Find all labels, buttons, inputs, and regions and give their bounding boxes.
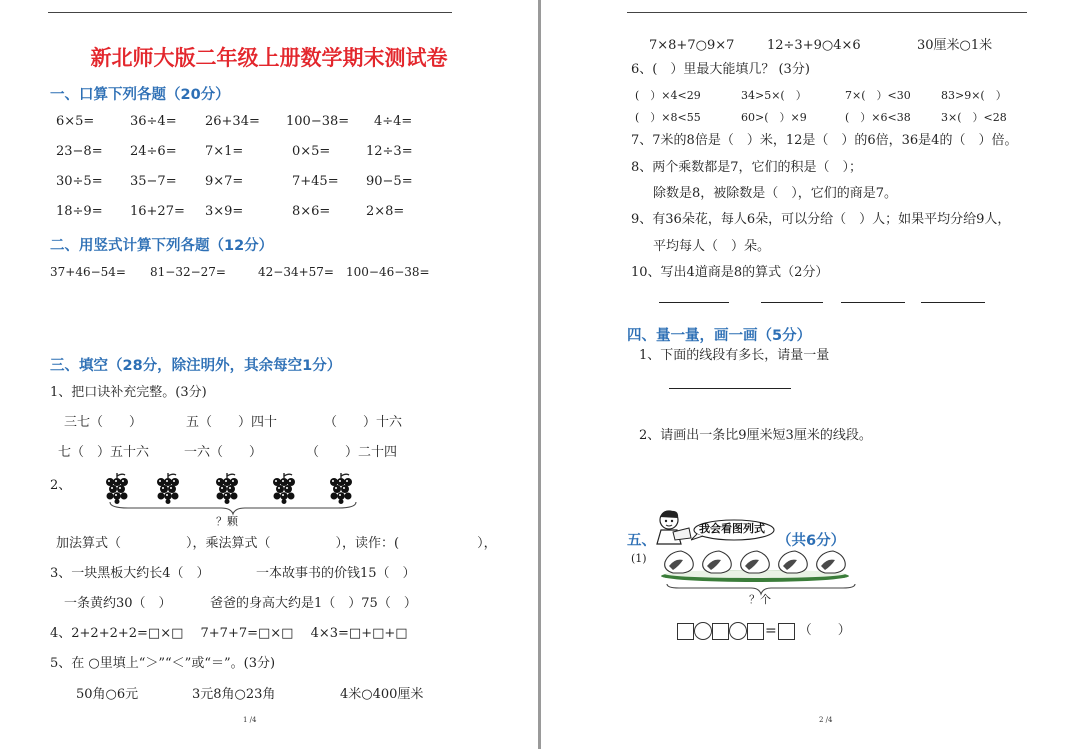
page-1: [0, 0, 538, 749]
answer-line: [659, 302, 729, 303]
answer-line: [841, 302, 905, 303]
oral-item: 23−8=: [56, 144, 103, 159]
question-2-label: 2、: [50, 478, 72, 493]
rhyme-item: 七（ ）五十六: [58, 445, 150, 460]
vertical-item: 81−32−27=: [150, 265, 226, 279]
oral-item: 18÷9=: [56, 204, 103, 219]
inequality-item: ( ）×8<55: [635, 111, 701, 124]
question-7: 7、7米的8倍是（ ）米，12是（ ）的6倍，36是4的（ ）倍。: [631, 133, 1018, 148]
oral-item: 2×8=: [366, 204, 405, 219]
inequality-item: 83>9×( ）: [941, 89, 1007, 102]
inequality-item: ( ）×6<38: [845, 111, 911, 124]
question-9: 9、有36朵花，每人6朵，可以分给（ ）人；如果平均分给9人，: [631, 212, 1011, 227]
compare-item: 50角○6元: [76, 687, 139, 702]
rhyme-item: 一六（ ）: [184, 445, 263, 460]
section-1-title: 一、口算下列各题（20分）: [50, 87, 230, 103]
oral-item: 16+27=: [130, 204, 185, 219]
answer-box[interactable]: [677, 623, 694, 640]
measure-segment: [669, 388, 791, 389]
page-number: 1 /4: [243, 716, 257, 724]
inequality-item: ( ）×4<29: [635, 89, 701, 102]
draw-question: 2、请画出一条比9厘米短3厘米的线段。: [639, 428, 872, 443]
unit-parentheses: （ ）: [798, 623, 851, 638]
question-9-line2: 平均每人（ ）朵。: [653, 239, 771, 254]
compare-item: 12÷3+9○4×6: [767, 38, 861, 53]
rhyme-item: （ ）十六: [324, 415, 403, 430]
oral-item: 36÷4=: [130, 114, 177, 129]
rhyme-item: （ ）二十四: [306, 445, 398, 460]
compare-item: 7×8+7○9×7: [649, 38, 735, 53]
answer-box[interactable]: [747, 623, 764, 640]
question-5: 5、在 ○里填上“＞”“＜”或“＝”。(3分): [50, 656, 276, 671]
oral-item: 12÷3=: [366, 144, 413, 159]
inequality-item: 7×( ）<30: [845, 89, 911, 102]
section-5-prefix: 五、: [627, 533, 656, 549]
oral-item: 24÷6=: [130, 144, 177, 159]
oral-item: 6×5=: [56, 114, 95, 129]
compare-item: 3元8角○23角: [192, 687, 276, 702]
section-5-score: （共6分）: [777, 533, 846, 549]
speech-bubble-text: 我会看图列式: [699, 522, 765, 535]
top-rule: [48, 12, 452, 13]
question-3-item: 一本故事书的价钱15（ ）: [256, 566, 416, 581]
answer-line: [761, 302, 823, 303]
sub-question-label: (1): [631, 552, 647, 565]
page-number: 2 /4: [819, 716, 833, 724]
vertical-item: 37+46−54=: [50, 265, 126, 279]
oral-item: 30÷5=: [56, 174, 103, 189]
answer-box[interactable]: [778, 623, 795, 640]
equation-template: [677, 622, 851, 640]
answer-box[interactable]: [712, 623, 729, 640]
oral-item: 3×9=: [205, 204, 244, 219]
oral-item: 35−7=: [130, 174, 177, 189]
inequality-item: 34>5×( ）: [741, 89, 807, 102]
rhyme-item: 五（ ）四十: [186, 415, 278, 430]
operator-circle[interactable]: [694, 622, 712, 640]
question-1: 1、把口诀补充完整。(3分): [50, 385, 207, 400]
section-3-title: 三、填空（28分，除注明外，其余每空1分）: [50, 358, 342, 374]
vertical-item: 100−46−38=: [346, 265, 430, 279]
oral-item: 4÷4=: [374, 114, 413, 129]
answer-line: [921, 302, 985, 303]
section-4-title: 四、量一量，画一画（5分）: [627, 328, 812, 344]
compare-item: 4米○400厘米: [340, 687, 424, 702]
question-4: 4、2+2+2+2=□×□ 7+7+7=□×□ 4×3=□+□+□: [50, 626, 408, 641]
inequality-item: 60>( ）×9: [741, 111, 807, 124]
page-2: [541, 0, 1080, 749]
vertical-item: 42−34+57=: [258, 265, 334, 279]
inequality-item: 3×( ）<28: [941, 111, 1007, 124]
question-3-item: 爸爸的身高大约是1（ ）75（ ）: [210, 596, 417, 611]
oral-item: 100−38=: [286, 114, 350, 129]
section-2-title: 二、用竖式计算下列各题（12分）: [50, 238, 274, 254]
measure-question: 1、下面的线段有多长，请量一量: [639, 348, 830, 363]
oral-item: 7×1=: [205, 144, 244, 159]
question-6: 6、( ）里最大能填几？ (3分): [631, 62, 810, 77]
oral-item: 8×6=: [292, 204, 331, 219]
question-8: 8、两个乘数都是7，它们的积是（ ）；: [631, 160, 863, 175]
top-rule: [627, 12, 1027, 13]
question-8-line2: 除数是8，被除数是（ ），它们的商是7。: [653, 186, 898, 201]
exam-title: 新北师大版二年级上册数学期末测试卷: [90, 46, 448, 70]
peach-plate-icon: [661, 546, 861, 584]
operator-circle[interactable]: [729, 622, 747, 640]
oral-item: 26+34=: [205, 114, 260, 129]
brace-label: ？个: [749, 593, 771, 606]
oral-item: 9×7=: [205, 174, 244, 189]
question-3-item: 一条黄约30（ ）: [64, 596, 172, 611]
equals-sign: =: [765, 623, 777, 639]
rhyme-item: 三七（ ）: [64, 415, 143, 430]
compare-item: 30厘米○1米: [917, 38, 993, 53]
oral-item: 90−5=: [366, 174, 413, 189]
question-10: 10、写出4道商是8的算式（2分）: [631, 265, 829, 280]
question-3-item: 3、一块黑板大约长4（ ）: [50, 566, 210, 581]
oral-item: 7+45=: [292, 174, 339, 189]
brace-label: ？颗: [216, 515, 238, 528]
oral-item: 0×5=: [292, 144, 331, 159]
question-2-fill: 加法算式（ ），乘法算式（ ），读作：( ），: [56, 536, 497, 551]
